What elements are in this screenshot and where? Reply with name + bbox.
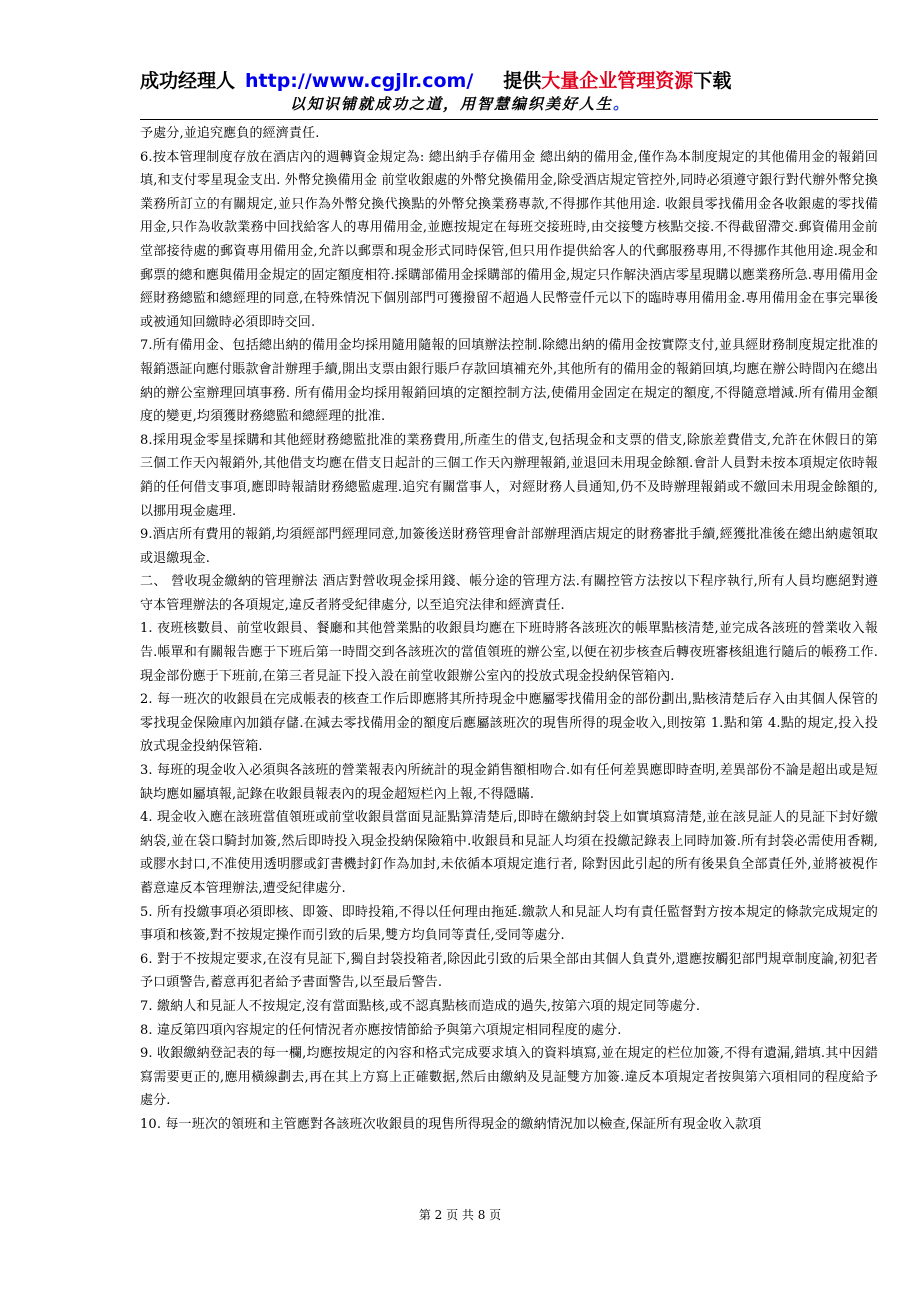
- site-url-link[interactable]: http://www.cgjlr.com/: [245, 70, 474, 92]
- paragraph: 4. 現金收入應在該班當值領班或前堂收銀員當面見証點算清楚后,即時在繳納封袋上如實填寫清楚,並在該見証人的見証下封好繳納袋,並在袋口騎封加簽,然后即時投入現金投納保險箱中.收銀員和見証人均須在投繳記錄表上同時加簽.所有封袋必需使用香糊,或膠水封口,不准使用透明膠或釘書機封釘作為加封,未依循本項規定進行者, 除對因此引起的所有後果負全部責任外,並將被視作蓄意違反本管理辦法,遭受紀律處分.: [140, 810, 878, 896]
- paragraph: 予處分,並追究應負的經濟責任.: [140, 126, 320, 141]
- provide-prefix: 提供: [503, 70, 542, 92]
- header-banner: [140, 66, 731, 93]
- body-text: [140, 122, 878, 1137]
- paragraph: 8.採用現金零星採購和其他經財務總監批准的業務費用,所產生的借支,包括現金和支票的借支,除旅差費借支,允許在休假日的第三個工作天內報銷外,其他借支均應在借支日起計的三個工作天內辦理報銷,並退回未用現金餘額.會計人員對未按本項規定依時報銷的任何借支事項,應即時報請財務總監處理.追究有關當事人，对經財務人員通知,仍不及時辦理報銷或不繳回未用現金餘額的,以挪用現金處理.: [140, 432, 878, 519]
- paragraph: 5. 所有投繳事項必須即核、即簽、即時投箱,不得以任何理由拖延.繳款人和見証人均有責任監督對方按本規定的條款完成規定的事項和核簽,對不按規定操作而引致的后果,雙方均負同等責任,受同等處分.: [140, 904, 878, 944]
- paragraph: 6.按本管理制度存放在酒店內的週轉資金規定為: 總出納手存備用金 總出納的備用金,僅作為本制度規定的其他備用金的報銷回填,和支付零星現金支出. 外幣兌換備用金 前堂收銀處的外幣兌換備用金,除受酒店規定管控外,同時必須遵守銀行對代辦外幣兌換業務所訂立的有關規定,並只作為外幣兌換代換點的外幣兌換業務專款,不得挪作其他用途. 收銀員零找備用金各收銀處的零找備用金,只作為收款業務中回找給客人的專用備用金,並應按規定在每班交接班時,由交接雙方核點交接.不得截留滯交.郵資備用金前堂部接待處的郵資專用備用金,允許以郵票和現金形式同時保管,但只用作提供給客人的代郵服務專用,不得挪作其他用途.現金和郵票的總和應與備用金規定的固定額度相符.採購部備用金採購部的備用金,規定只作解決酒店零星現購以應業務所急.專用備用金經財務總監和總經理的同意,在特殊情況下個別部門可獲撥留不超過人民幣壹仟元以下的臨時專用備用金.專用備用金在事完畢後或被通知回繳時必須即時交回.: [140, 149, 878, 330]
- section-heading-paragraph: 二、 營收現金繳納的管理辦法 酒店對營收現金採用錢、帳分途的管理方法.有關控管方法按以下程序執行,所有人員均應絕對遵守本管理辦法的各項規定,違反者將受紀律處分, 以至追究法律和經濟責任.: [140, 574, 878, 613]
- paragraph: 9. 收銀繳納登記表的每一欄,均應按規定的內容和格式完成要求填入的資料填寫,並在規定的栏位加簽,不得有遺漏,錯填.其中因錯寫需要更正的,應用橫線劃去,再在其上方寫上正確數据,然后由繳納及見証雙方加簽.違反本項規定者按與第六項相同的程度給予處分.: [140, 1046, 878, 1109]
- header-divider: [140, 119, 878, 120]
- paragraph: 3. 每班的現金收入必須與各該班的營業報表內所統計的現金銷售額相吻合.如有任何差異應即時查明,差異部份不論是超出或是短缺均應如屬填報,記錄在收銀員報表內的現金超短栏內上報,不得隱瞞.: [140, 763, 878, 802]
- page-number: 第 2 页 共 8 页: [418, 1208, 502, 1222]
- page-footer: [0, 1206, 920, 1223]
- paragraph: 9.酒店所有費用的報銷,均須經部門經理同意,加簽後送財務管理會計部辦理酒店規定的財務審批手續,經獲批准後在總出納處領取或退繳現金.: [140, 527, 878, 566]
- provide-suffix: 下载: [693, 70, 732, 92]
- paragraph: 2. 每一班次的收銀員在完成帳表的核查工作后即應將其所持現金中應屬零找備用金的部份劃出,點核清楚后存入由其個人保管的零找現金保險庫內加鎖存儲.在減去零找備用金的額度后應屬該班次的現售所得的現金收入,則按第 1.點和第 4.點的規定,投入投放式現金投納保管箱.: [140, 692, 878, 755]
- site-name: 成功经理人: [140, 70, 236, 92]
- provide-text: [503, 70, 731, 92]
- paragraph: 7.所有備用金、包括總出納的備用金均採用隨用隨報的回填辦法控制.除總出納的備用金按實際支付,並具經財務制度規定批准的報銷憑証向應付賬款會計辦理手續,開出支票由銀行賬戶存款回填補充外,其他所有的備用金的報銷回填,均應在辦公時間內在總出納的辦公室辦理回填事務. 所有備用金均採用報銷回填的定額控制方法,使備用金固定在規定的額度,不得隨意增減.所有備用金額度的變更,均須獲財務總監和總經理的批准.: [140, 338, 878, 425]
- slogan-dot: 。: [613, 95, 631, 113]
- slogan-text: 以知识铺就成功之道，用智慧编织美好人生: [289, 95, 613, 113]
- paragraph: 6. 對于不按規定要求,在沒有見証下,獨自封袋投箱者,除因此引致的后果全部由其個人負責外,還應按觸犯部門規章制度論,初犯者予口頭警告,蓄意再犯者給予書面警告,以至最后警告.: [140, 951, 878, 991]
- paragraph: 1. 夜班核數員、前堂收銀員、餐廳和其他營業點的收銀員均應在下班時將各該班次的帳單點核清楚,並完成各該班的營業收入報告.帳單和有關報告應于下班后第一時間交到各該班次的當值領班的辦公室,以便在初步核查后轉夜班審核組進行隨后的帳務工作.現金部份應于下班前,在第三者見証下投入設在前堂收銀辦公室內的投放式現金投納保管箱內.: [140, 621, 878, 684]
- header-slogan: [0, 93, 920, 114]
- provide-highlight: 大量企业管理资源: [541, 70, 694, 92]
- paragraph: 7. 繳納人和見証人不按規定,沒有當面點核,或不認真點核而造成的過失,按第六項的規定同等處分.: [140, 998, 701, 1014]
- paragraph: 8. 違反第四項內容規定的任何情況者亦應按情節給予與第六項規定相同程度的處分.: [140, 1022, 622, 1038]
- paragraph: 10. 每一班次的領班和主管應對各該班次收銀員的現售所得現金的繳納情況加以檢查,保証所有現金收入款項: [140, 1116, 762, 1132]
- page-header: [0, 60, 920, 122]
